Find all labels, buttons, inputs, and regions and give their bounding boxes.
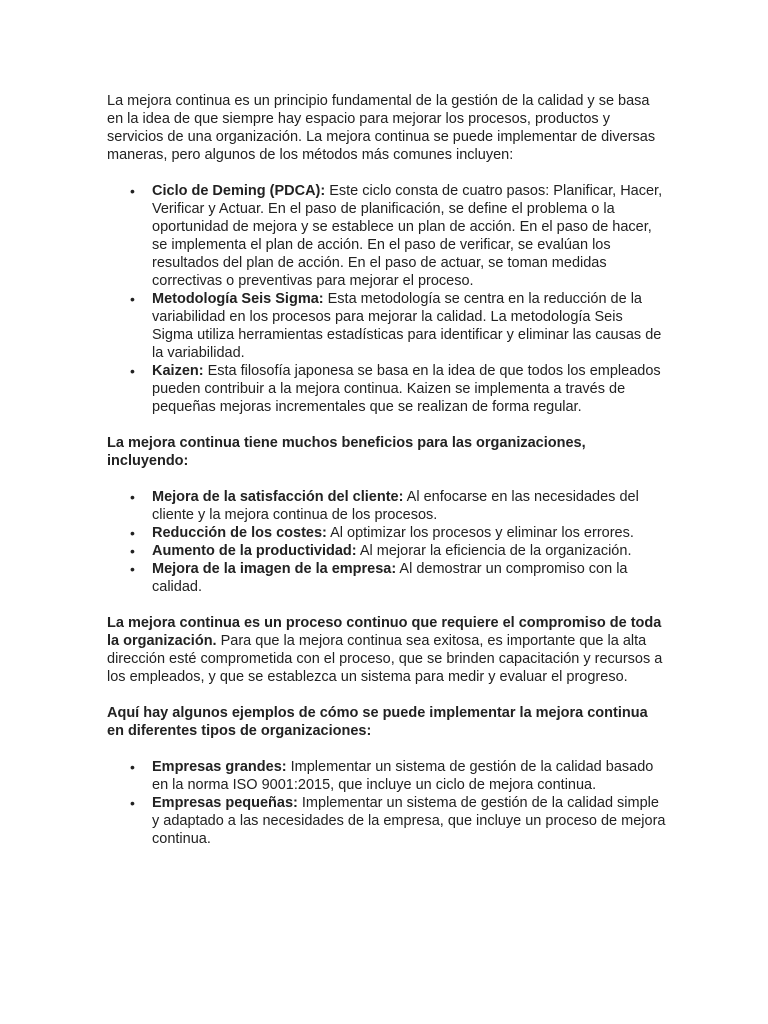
bullet-icon: •	[130, 543, 135, 559]
list-item	[130, 290, 667, 362]
examples-heading: Aquí hay algunos ejemplos de cómo se puede implementar la mejora continua en diferentes tipos de organizaciones:	[107, 705, 648, 739]
bullet-icon: •	[130, 759, 135, 775]
list-item	[130, 560, 667, 596]
list-item	[130, 488, 667, 524]
commitment-text: Para que la mejora continua sea exitosa, es importante que la alta dirección esté comprometida con el proceso, que se brinden capacitación y recursos a los empleados, y que se establezca un sistema para medir y evaluar el progreso.	[107, 633, 663, 685]
bullet-icon: •	[130, 561, 135, 577]
bullet-icon: •	[130, 363, 135, 379]
benefit-text: Al enfocarse en las necesidades del cliente y la mejora continua de los procesos.	[152, 489, 639, 523]
benefit-term: Mejora de la satisfacción del cliente:	[152, 489, 404, 505]
bullet-icon: •	[130, 525, 135, 541]
example-term: Empresas pequeñas:	[152, 795, 298, 811]
method-term: Kaizen:	[152, 363, 204, 379]
methods-list	[107, 182, 667, 416]
bullet-icon: •	[130, 489, 135, 505]
list-item	[130, 794, 667, 848]
benefit-term: Aumento de la productividad:	[152, 543, 357, 559]
method-term: Metodología Seis Sigma:	[152, 291, 324, 307]
examples-list	[107, 758, 667, 848]
benefit-text: Al optimizar los procesos y eliminar los errores.	[326, 525, 634, 541]
bullet-icon: •	[130, 795, 135, 811]
commitment-paragraph	[107, 614, 667, 686]
bullet-icon: •	[130, 183, 135, 199]
method-text: Esta filosofía japonesa se basa en la idea de que todos los empleados pueden contribuir a la mejora continua. Kaizen se implementa a través de pequeñas mejoras incrementales que se realizan de forma regular.	[152, 363, 661, 415]
method-text: Este ciclo consta de cuatro pasos: Planificar, Hacer, Verificar y Actuar. En el paso de planificación, se define el problema o la oportunidad de mejora y se establece un plan de acción. En el paso de hacer, se implementa el plan de acción. En el paso de verificar, se evalúan los resultados del plan de acción. En el paso de actuar, se toman medidas correctivas o preventivas para mejorar el proceso.	[152, 183, 663, 289]
benefits-list	[107, 488, 667, 596]
benefit-text: Al mejorar la eficiencia de la organización.	[356, 543, 632, 559]
list-item	[130, 362, 667, 416]
intro-paragraph: La mejora continua es un principio fundamental de la gestión de la calidad y se basa en la idea de que siempre hay espacio para mejorar los procesos, productos y servicios de una organización. La mejora continua se puede implementar de diversas maneras, pero algunos de los métodos más comunes incluyen:	[107, 93, 656, 163]
benefit-term: Reducción de los costes:	[152, 525, 327, 541]
list-item	[130, 758, 667, 794]
list-item	[130, 524, 667, 542]
method-text: Esta metodología se centra en la reducción de la variabilidad en los procesos para mejorar la calidad. La metodología Seis Sigma utiliza herramientas estadísticas para identificar y eliminar las causas de la variabilidad.	[152, 291, 662, 361]
example-term: Empresas grandes:	[152, 759, 287, 775]
benefit-text: Al demostrar un compromiso con la calidad.	[152, 561, 628, 595]
list-item	[130, 542, 667, 560]
document-page	[107, 92, 667, 866]
example-text: Implementar un sistema de gestión de la calidad basado en la norma ISO 9001:2015, que incluye un ciclo de mejora continua.	[152, 759, 654, 793]
list-item	[130, 182, 667, 290]
benefit-term: Mejora de la imagen de la empresa:	[152, 561, 397, 577]
commitment-bold: La mejora continua es un proceso continuo que requiere el compromiso de toda la organización.	[107, 615, 662, 649]
bullet-icon: •	[130, 291, 135, 307]
benefits-heading: La mejora continua tiene muchos beneficios para las organizaciones, incluyendo:	[107, 435, 586, 469]
example-text: Implementar un sistema de gestión de la calidad simple y adaptado a las necesidades de la empresa, que incluye un proceso de mejora continua.	[152, 795, 666, 847]
method-term: Ciclo de Deming (PDCA):	[152, 183, 326, 199]
